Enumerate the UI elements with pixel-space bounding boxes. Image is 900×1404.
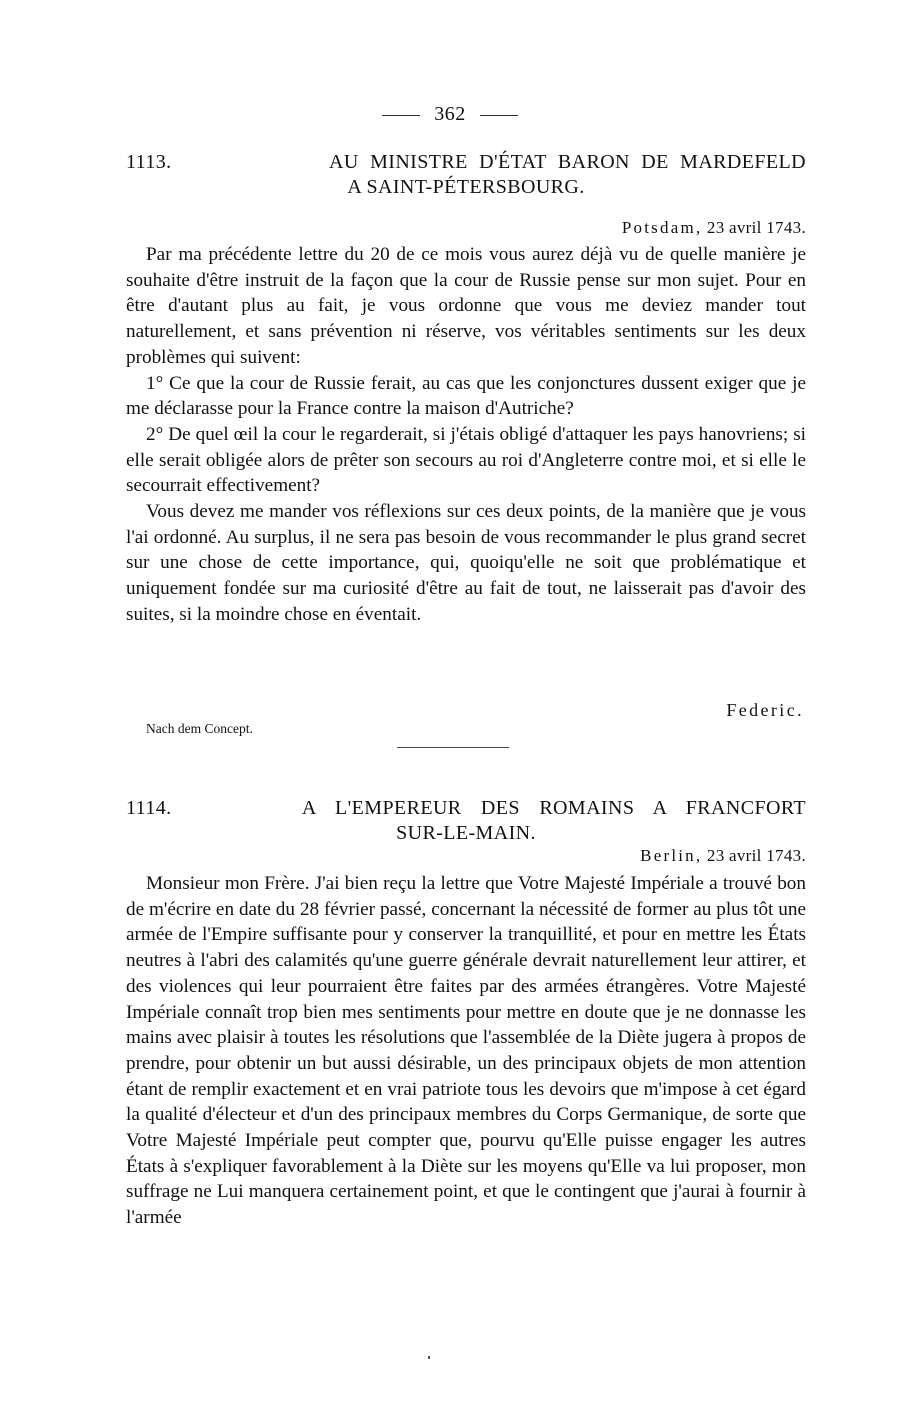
page-number xyxy=(0,103,900,126)
letter-1114-heading-line1 xyxy=(126,796,806,821)
dateline-date: 23 avril 1743. xyxy=(706,846,806,865)
signature: Federic. xyxy=(726,700,804,720)
dateline-place: Berlin, xyxy=(640,846,703,865)
dateline-date: 23 avril 1743. xyxy=(706,218,806,237)
paragraph: Monsieur mon Frère. J'ai bien reçu la lettre que Votre Majesté Impériale a trouvé bon de m'écrire en date du 28 février passé, concernant la nécessité de former au plus tôt une armée de l'Empire suffisante pour y conserver la tranquillité, et pour en mettre les États neutres à l'abri des calamités qu'une guerre générale devrait naturellement leur attirer, et des violences qui leur pourraient être faites par des armées étrangères. Votre Majesté Impériale connaît trop bien mes sentiments pour mettre en doute que je ne donnasse les mains avec plaisir à toutes les résolutions que l'assemblée de la Diète jugera à propos de prendre, pour obtenir un but aussi désirable, un des principaux objets de mon attention étant de remplir exactement et en vrai patriote tous les devoirs que m'impose à cet égard la qualité d'électeur et d'un des principaux membres du Corps Germanique, de sorte que Votre Majesté Impériale peut compter que, pourvu qu'Elle puisse engager les autres États à s'expliquer favorablement à la Diète sur les moyens qu'Elle va lui proposer, mon suffrage ne Lui manquera certainement point, et que le contingent que j'aurai à fournir à l'armée xyxy=(126,873,806,1229)
letter-1113-heading xyxy=(126,150,806,200)
letter-addressee-location: SUR-LE-MAIN. xyxy=(396,822,536,844)
section-separator xyxy=(397,747,509,748)
letter-1113-heading-line1 xyxy=(126,150,806,175)
dateline-place: Potsdam, xyxy=(621,218,703,237)
paragraph: Vous devez me mander vos réflexions sur ces deux points, de la manière que je vous l'ai ordonné. Au surplus, il ne sera pas besoin de vous recommander le plus grand secret sur une chose de cette importance, qui, quoiqu'elle ne soit que problématique et uniquement fondée sur ma curiosité d'être au fait de tout, ne laisserait pas d'avoir des suites, si la moindre chose en éventait. xyxy=(126,501,806,625)
source-note: Nach dem Concept. xyxy=(146,721,253,736)
letter-addressee-location: A SAINT-PÉTERSBOURG. xyxy=(347,176,585,198)
letter-1113-body xyxy=(126,242,806,628)
page-number-text: 362 xyxy=(434,103,466,125)
letter-addressee: AU MINISTRE D'ÉTAT BARON DE MARDEFELD xyxy=(329,151,806,173)
paragraph: Par ma précédente lettre du 20 de ce mois vous aurez déjà vu de quelle manière je souhaite d'être instruit de la façon que la cour de Russie pense sur mon sujet. Pour en être d'autant plus au fait, je vous ordonne que vous me deviez mander tout naturellement, et sans prévention ni réserve, vos véritables sentiments sur les deux problèmes qui suivent: xyxy=(126,244,806,368)
print-speck xyxy=(428,1356,430,1359)
letter-1113-dateline xyxy=(622,218,806,238)
paragraph-item-1: 1° Ce que la cour de Russie ferait, au cas que les conjonctures dussent exiger que je me déclarasse pour la France contre la maison d'Autriche? xyxy=(126,372,806,420)
letter-1114-dateline xyxy=(640,846,806,866)
letter-number: 1113. xyxy=(126,151,172,173)
page-number-dash-right xyxy=(480,115,518,116)
letter-number: 1114. xyxy=(126,797,172,819)
paragraph-item-2: 2° De quel œil la cour le regarderait, si j'étais obligé d'attaquer les pays hanovriens; si elle serait obligée alors de prêter son secours au roi d'Angleterre contre moi, et si elle le secourrait effectivement? xyxy=(126,423,806,497)
letter-1114-heading xyxy=(126,796,806,846)
page-number-dash-left xyxy=(382,115,420,116)
letter-addressee: A L'EMPEREUR DES ROMAINS A FRANCFORT xyxy=(301,797,806,819)
letter-1114-body xyxy=(126,871,806,1231)
